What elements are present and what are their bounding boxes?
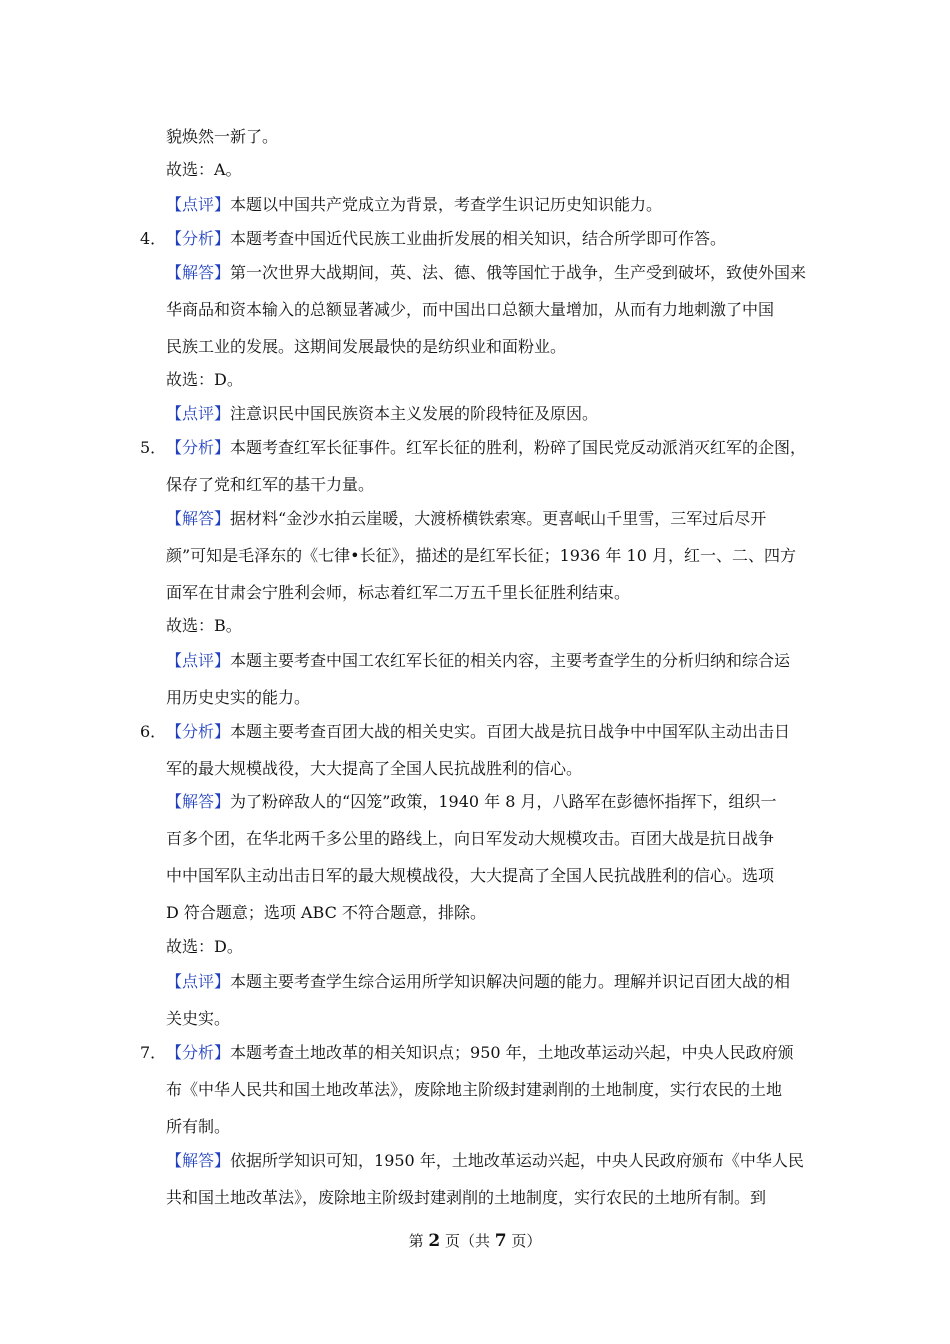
q4-jieda-line: 民族工业的发展。这期间发展最快的是纺织业和面粉业。 xyxy=(166,337,567,356)
jieda-tag: 【解答】 xyxy=(166,263,231,282)
q5-number: 5． xyxy=(140,438,167,457)
q6-fenxi-line: 军的最大规模战役，大大提高了全国人民抗战胜利的信心。 xyxy=(166,759,583,778)
q6-jieda: 【解答】为了粉碎敌人的“囚笼”政策，1940 年 8 月，八路军在彭德怀指挥下，组织一 xyxy=(166,792,777,811)
q3-dianping: 【点评】本题以中国共产党成立为背景，考查学生识记历史知识能力。 xyxy=(166,195,663,214)
dianping-tag: 【点评】 xyxy=(166,404,231,423)
q6-dianping: 【点评】本题主要考查学生综合运用所学知识解决问题的能力。理解并识记百团大战的相 xyxy=(166,972,791,991)
q4-number: 4． xyxy=(140,229,167,248)
q6-jieda-line: D 符合题意；选项 ABC 不符合题意，排除。 xyxy=(166,903,486,922)
q6-jieda-line: 百多个团，在华北两千多公里的路线上，向日军发动大规模攻击。百团大战是抗日战争 xyxy=(166,829,775,848)
page-footer: 第 2 页（共 7 页） xyxy=(408,1231,542,1251)
q5-jieda-line: 面军在甘肃会宁胜利会师，标志着红军二万五千里长征胜利结束。 xyxy=(166,583,631,602)
q5-dianping: 【点评】本题主要考查中国工农红军长征的相关内容，主要考查学生的分析归纳和综合运 xyxy=(166,651,791,670)
q6-jieda-line: 中中国军队主动出击日军的最大规模战役，大大提高了全国人民抗战胜利的信心。选项 xyxy=(166,866,775,885)
dianping-tag: 【点评】 xyxy=(166,651,231,670)
q5-fenxi-line: 保存了党和红军的基干力量。 xyxy=(166,475,375,494)
jieda-tag: 【解答】 xyxy=(166,792,231,811)
dianping-tag: 【点评】 xyxy=(166,972,231,991)
q7-jieda-line: 共和国土地改革法》，废除地主阶级封建剥削的土地制度，实行农民的土地所有制。到 xyxy=(166,1188,767,1207)
q4-fenxi: 【分析】本题考查中国近代民族工业曲折发展的相关知识，结合所学即可作答。 xyxy=(166,229,727,248)
q6-number: 6． xyxy=(140,722,167,741)
q7-fenxi-line: 布《中华人民共和国土地改革法》，废除地主阶级封建剥削的土地制度，实行农民的土地 xyxy=(166,1080,783,1099)
fenxi-tag: 【分析】 xyxy=(166,1043,231,1062)
q6-fenxi: 【分析】本题主要考查百团大战的相关史实。百团大战是抗日战争中中国军队主动出击日 xyxy=(166,722,791,741)
page-total: 7 xyxy=(494,1231,507,1251)
q4-jieda-line: 华商品和资本输入的总额显著减少，而中国出口总额大量增加，从而有力地刺激了中国 xyxy=(166,300,775,319)
jieda-tag: 【解答】 xyxy=(166,1151,231,1170)
q6-answer: 故选：D。 xyxy=(166,937,243,956)
q7-fenxi: 【分析】本题考查土地改革的相关知识点；950 年，土地改革运动兴起，中央人民政府颁 xyxy=(166,1043,794,1062)
q4-answer: 故选：D。 xyxy=(166,370,243,389)
fenxi-tag: 【分析】 xyxy=(166,438,231,457)
q4-jieda: 【解答】第一次世界大战期间，英、法、德、俄等国忙于战争，生产受到破坏，致使外国来 xyxy=(166,263,807,282)
q5-answer: 故选：B。 xyxy=(166,616,242,635)
q5-jieda: 【解答】据材料“金沙水拍云崖暖，大渡桥横铁索寒。更喜岷山千里雪，三军过后尽开 xyxy=(166,509,767,528)
q3-text: 貌焕然一新了。 xyxy=(166,127,279,146)
q7-jieda: 【解答】依据所学知识可知，1950 年，土地改革运动兴起，中央人民政府颁布《中华人民 xyxy=(166,1151,804,1170)
jieda-tag: 【解答】 xyxy=(166,509,231,528)
q5-fenxi: 【分析】本题考查红军长征事件。红军长征的胜利，粉碎了国民党反动派消灭红军的企图， xyxy=(166,438,807,457)
q7-fenxi-line: 所有制。 xyxy=(166,1117,231,1136)
q4-dianping: 【点评】注意识民中国民族资本主义发展的阶段特征及原因。 xyxy=(166,404,599,423)
page-number: 2 xyxy=(428,1231,441,1251)
q6-dianping-line: 关史实。 xyxy=(166,1009,231,1028)
q5-jieda-line: 颜”可知是毛泽东的《七律•长征》，描述的是红军长征；1936 年 10 月，红一、二、四方 xyxy=(166,546,796,565)
fenxi-tag: 【分析】 xyxy=(166,722,231,741)
fenxi-tag: 【分析】 xyxy=(166,229,231,248)
q5-dianping-line: 用历史史实的能力。 xyxy=(166,688,311,707)
q7-number: 7． xyxy=(140,1043,167,1062)
dianping-tag: 【点评】 xyxy=(166,195,231,214)
q3-answer: 故选：A。 xyxy=(166,160,242,179)
